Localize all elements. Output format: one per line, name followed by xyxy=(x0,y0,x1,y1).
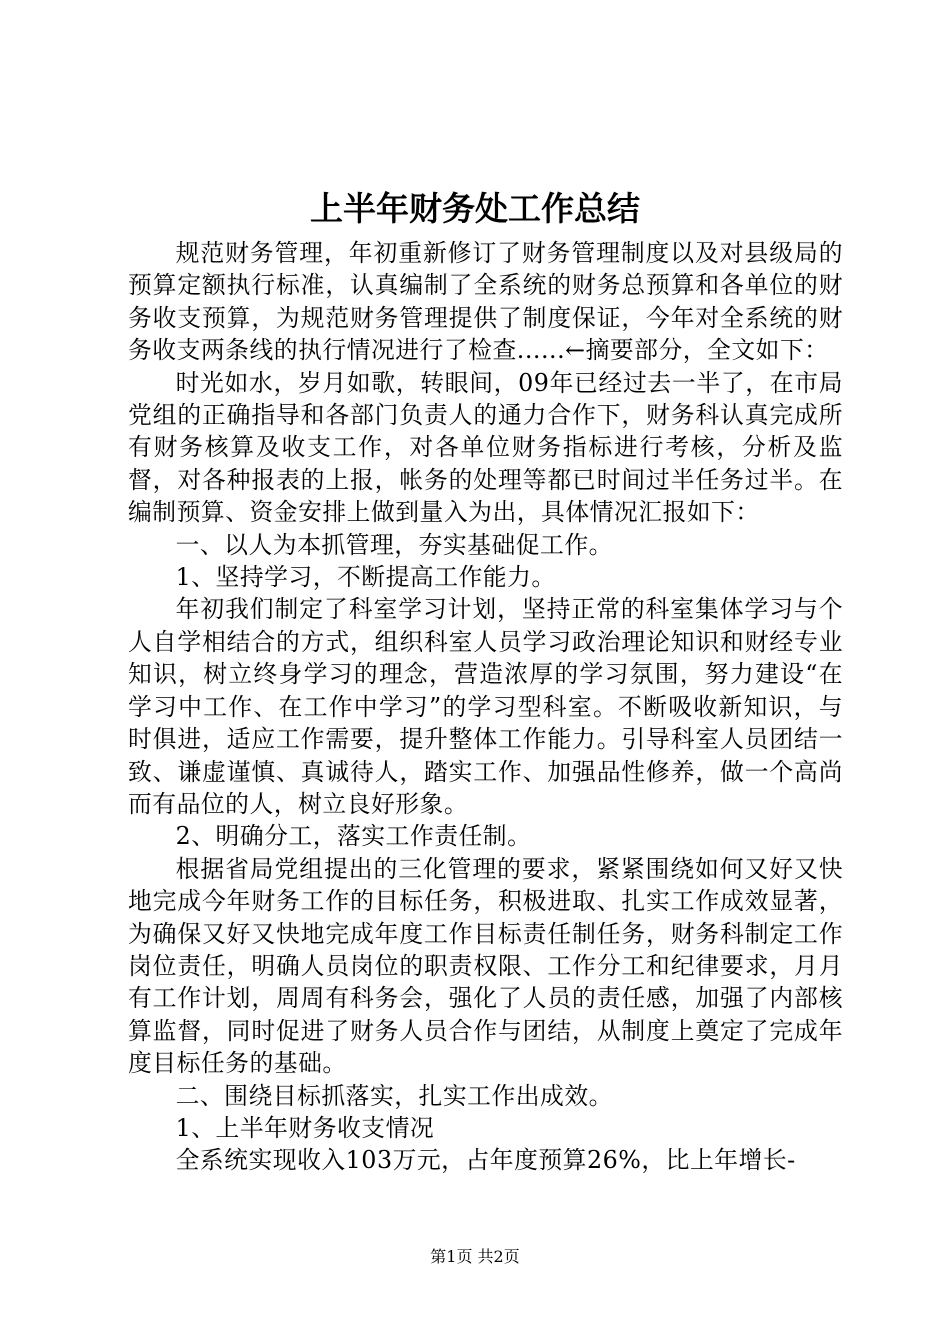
paragraph-responsibility: 根据省局党组提出的三化管理的要求，紧紧围绕如何又好又快地完成今年财务工作的目标任务，积极进取、扎实工作成效显著，为确保又好又快地完成年度工作目标责任制任务，财务科制定工作岗位责任，明确人员岗位的职责权限、工作分工和纪律要求，月月有工作计划，周周有科务会，强化了人员的责任感，加强了内部核算监督，同时促进了财务人员合作与团结，从制度上奠定了完成年度目标任务的基础。 xyxy=(128,854,843,1078)
document-body xyxy=(128,237,843,1177)
paragraph-study: 年初我们制定了科室学习计划，坚持正常的科室集体学习与个人自学相结合的方式，组织科室人员学习政治理论知识和财经专业知识，树立终身学习的理念，营造浓厚的学习氛围，努力建设“在学习中工作、在工作中学习”的学习型科室。不断吸收新知识，与时俱进，适应工作需要，提升整体工作能力。引导科室人员团结一致、谦虚谨慎、真诚待人，踏实工作、加强品性修养，做一个高尚而有品位的人，树立良好形象。 xyxy=(128,595,843,818)
document-title: 上半年财务处工作总结 xyxy=(310,189,640,228)
section-heading-2: 二、围绕目标抓落实，扎实工作出成效。 xyxy=(175,1081,613,1110)
paragraph-abstract: 规范财务管理，年初重新修订了财务管理制度以及对县级局的预算定额执行标准，认真编制了全系统的财务总预算和各单位的财务收支预算，为规范财务管理提供了制度保证，今年对全系统的财务收支两条线的执行情况进行了检查......←摘要部分，全文如下： xyxy=(128,239,843,365)
subsection-heading-1-1: 1、坚持学习，不断提高工作能力。 xyxy=(175,563,556,592)
subsection-heading-2-1: 1、上半年财务收支情况 xyxy=(175,1113,435,1142)
page-footer: 第1页 共2页 xyxy=(430,1247,520,1266)
paragraph-income: 全系统实现收入103万元，占年度预算26%，比上年增长- xyxy=(175,1146,796,1175)
section-heading-1: 一、以人为本抓管理，夯实基础促工作。 xyxy=(175,530,613,559)
subsection-heading-1-2: 2、明确分工，落实工作责任制。 xyxy=(175,822,532,851)
paragraph-intro: 时光如水，岁月如歌，转眼间，09年已经过去一半了，在市局党组的正确指导和各部门负责人的通力合作下，财务科认真完成所有财务核算及收支工作，对各单位财务指标进行考核，分析及监督，对各种报表的上报，帐务的处理等都已时间过半任务过半。在编制预算、资金安排上做到量入为出，具体情况汇报如下： xyxy=(128,368,843,527)
